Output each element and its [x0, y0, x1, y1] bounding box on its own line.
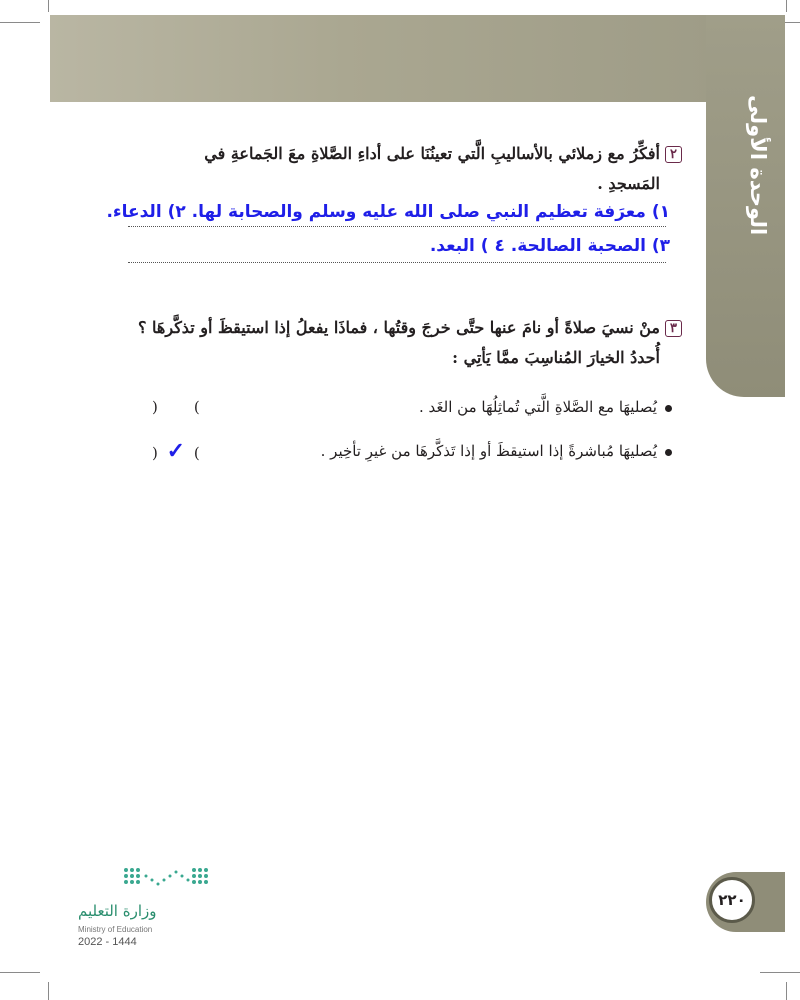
crop-mark-br-h — [760, 972, 800, 973]
option-1-paren-close: ) — [152, 398, 158, 416]
page-number: ٢٢٠ — [709, 877, 755, 923]
option-1-paren-open: ( — [193, 398, 200, 416]
option-2-answer-box[interactable] — [152, 438, 200, 464]
question-2-text-line2: المَسجدِ . — [597, 174, 660, 193]
crop-mark-bl-v — [48, 982, 49, 1000]
question-3-text-line1: منْ نسيَ صلاةً أو نامَ عنها حتَّى خرجَ وقتُها ، فماذَا يفعلُ إذا استيقظَ أو تذكَّرهَا ؟ — [137, 318, 660, 337]
answer-dotline-1 — [128, 226, 666, 227]
edition-year: 2022 - 1444 — [78, 936, 137, 948]
crop-mark-tl-v — [48, 0, 49, 12]
crop-mark-tl-h — [0, 22, 40, 23]
header-band — [50, 15, 785, 102]
ministry-name-english: Ministry of Education — [78, 925, 153, 934]
option-2-paren-close: ) — [152, 444, 158, 462]
bullet-icon — [665, 449, 672, 456]
question-number-2: ٢ — [665, 146, 682, 163]
unit-title: الوحدة الأولى — [746, 94, 770, 236]
option-1-text: يُصليهَا مع الصَّلاةِ الَّتي تُماثِلُهَا من الغَد . — [419, 398, 657, 416]
question-2-line2 — [460, 170, 660, 198]
crop-mark-br-v — [786, 982, 787, 1000]
option-1 — [419, 398, 672, 416]
answer-dotline-2 — [128, 262, 666, 263]
crop-mark-tr-v — [786, 0, 787, 12]
question-number-3: ٣ — [665, 320, 682, 337]
question-3-text-line2: أُحددُ الخيارَ المُناسِبَ ممَّا يَأتِي : — [452, 348, 660, 367]
ministry-name-arabic: وزارة التعليم — [78, 902, 157, 920]
question-2 — [142, 140, 682, 168]
option-2 — [321, 442, 672, 460]
crop-mark-bl-h — [0, 972, 40, 973]
question-3-line2 — [260, 344, 660, 372]
answer-line-1: ١) معرَفة تعظيم النبي صلى الله عليه وسلم والصحابة لها. ٢) الدعاء. — [106, 202, 670, 222]
option-2-paren-open: ( — [193, 444, 200, 462]
question-3 — [122, 314, 682, 342]
question-2-text-line1: أفكِّرُ مع زملائي بالأساليبِ الَّتي تعينُنَا على أداءِ الصَّلاةِ معَ الجَماعةِ في — [204, 144, 660, 163]
bullet-icon — [665, 405, 672, 412]
checkmark-icon: ✓ — [166, 438, 186, 464]
ministry-logo-icon — [122, 866, 208, 890]
option-2-text: يُصليهَا مُباشرةً إذا استيقظَ أو إذا تَذكَّرهَا من غيرِ تأخِير . — [320, 442, 657, 460]
option-1-answer-box[interactable] — [152, 398, 200, 416]
answer-line-2: ٣) الصحبة الصالحة. ٤ ) البعد. — [429, 236, 670, 256]
